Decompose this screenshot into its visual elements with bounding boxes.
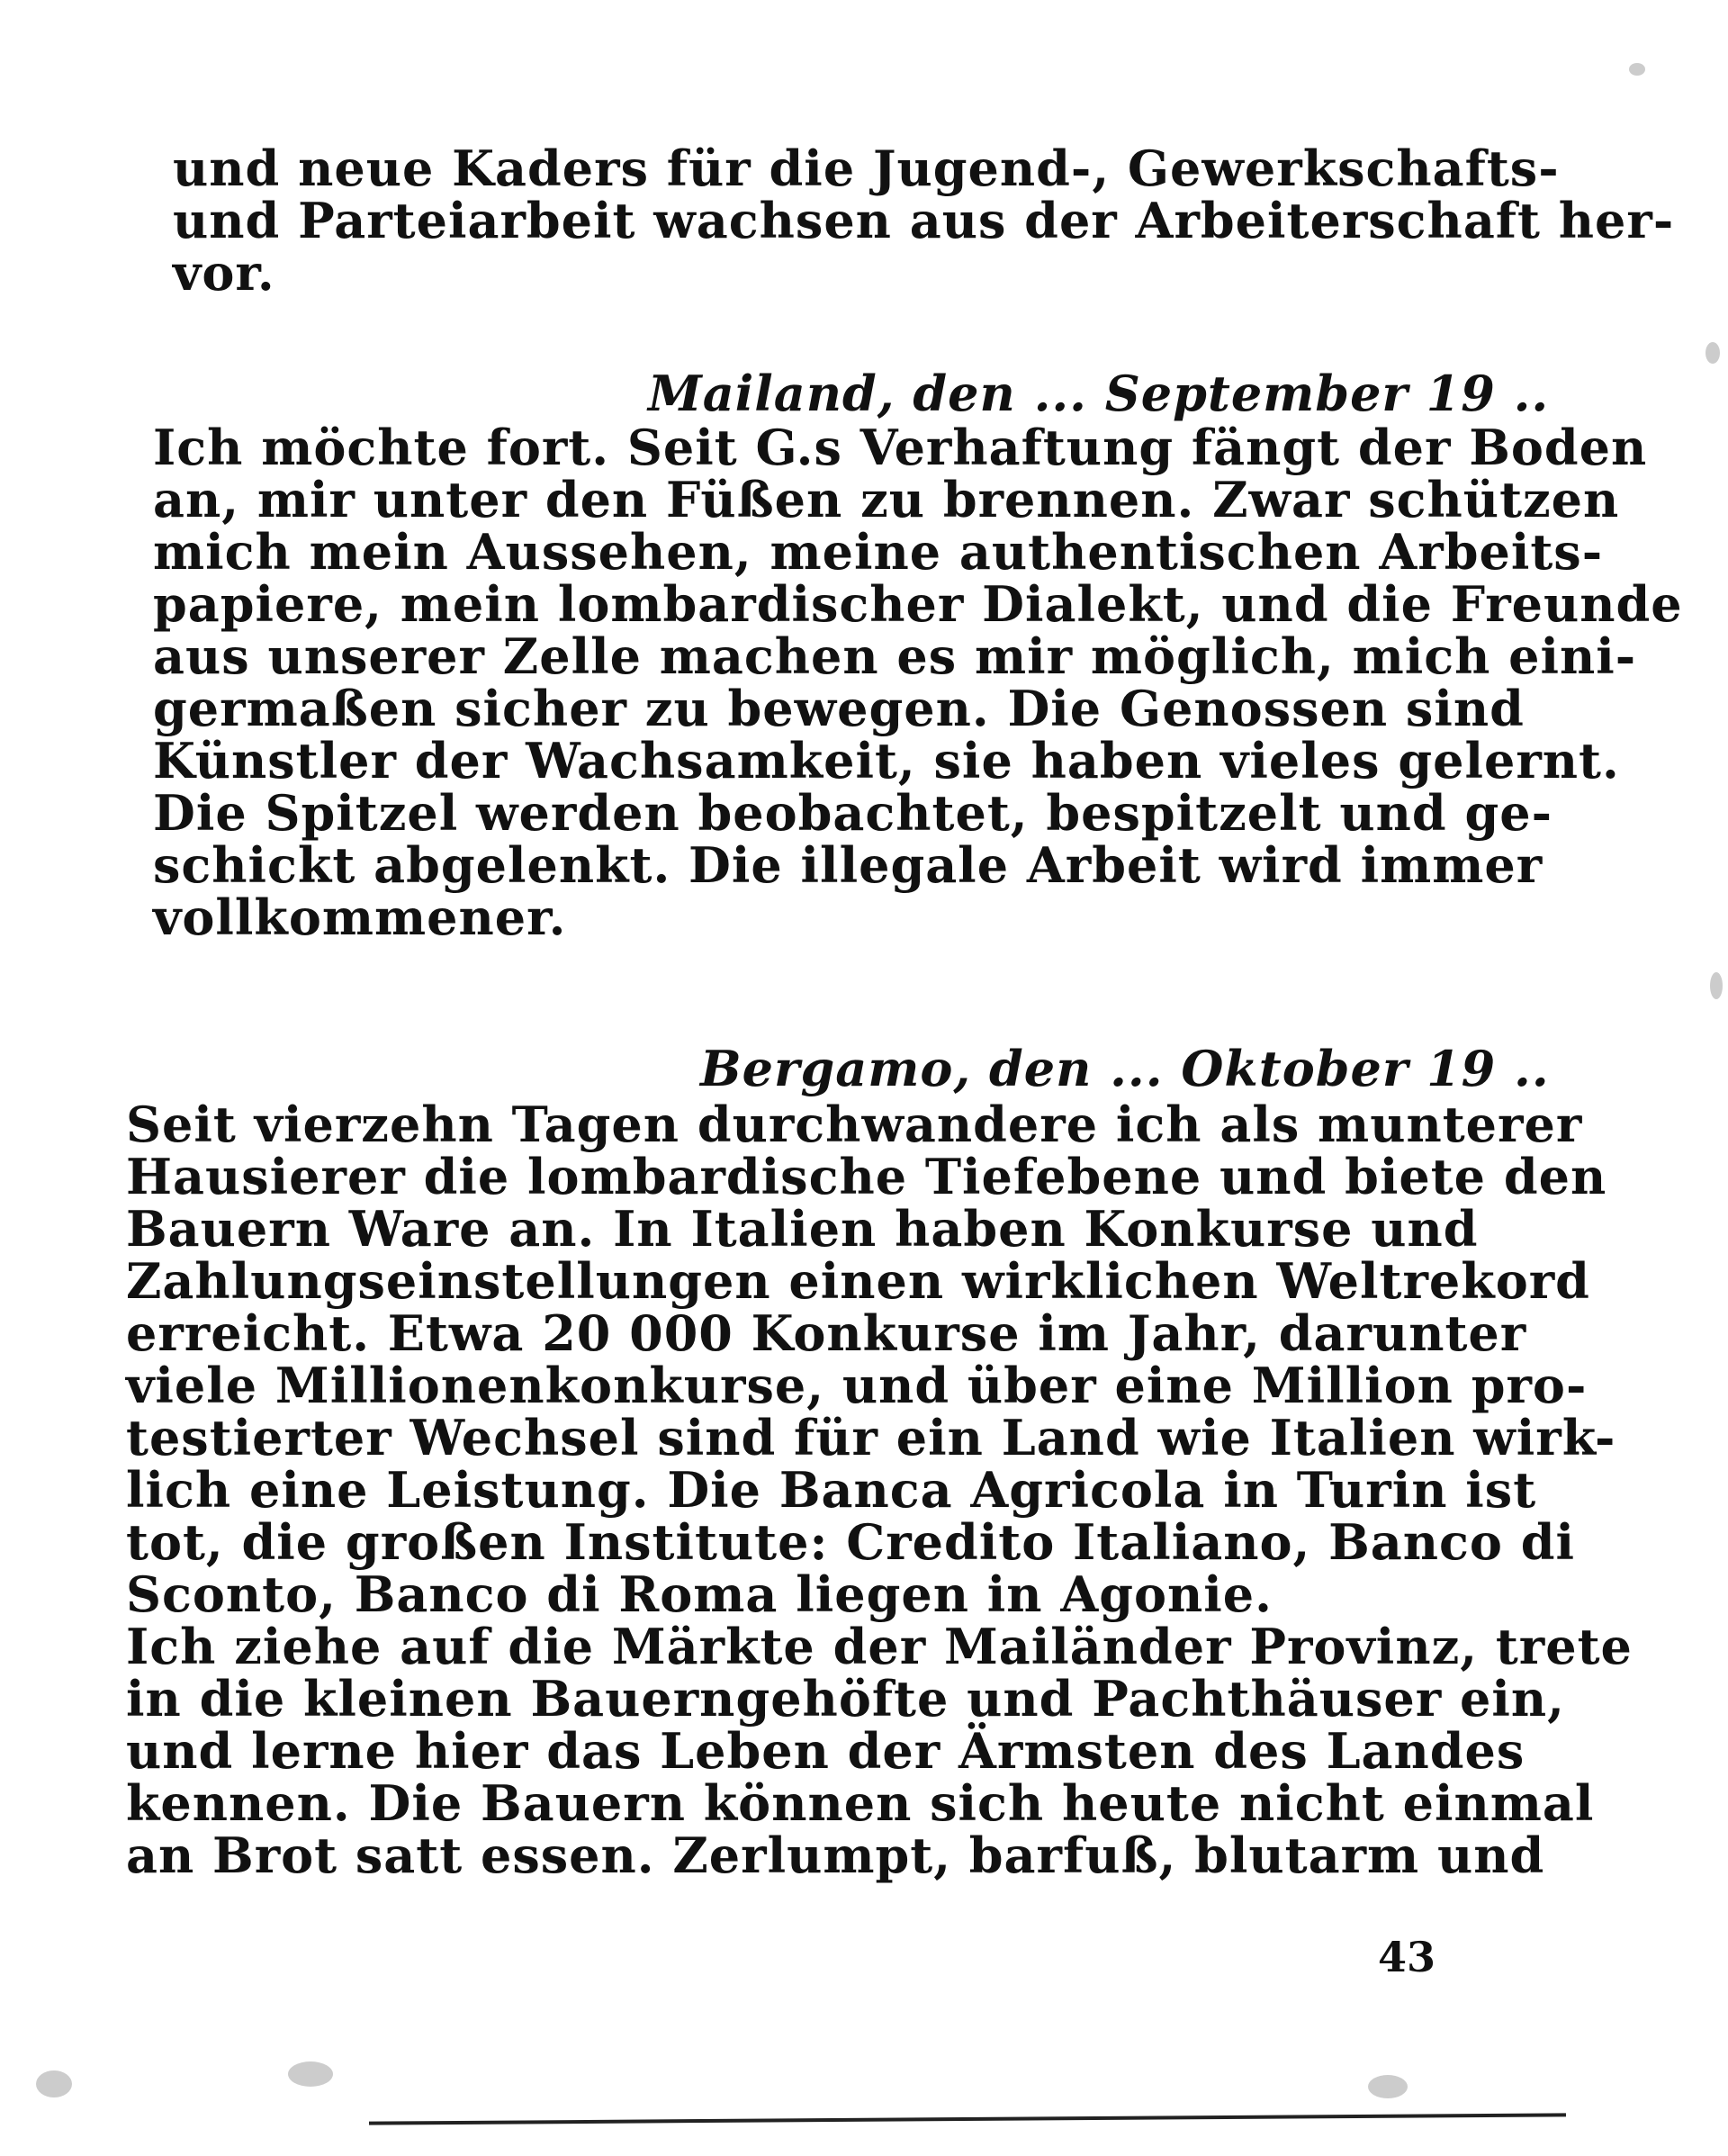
text-line: Ich möchte fort. Seit G.s Verhaftung fängt der Boden: [153, 419, 1648, 476]
text-line: vollkommener.: [153, 889, 567, 946]
intro-paragraph: [173, 140, 1675, 302]
text-line: und lerne hier das Leben der Ärmsten des Landes: [126, 1722, 1526, 1780]
text-line: lich eine Leistung. Die Banca Agricola in Turin ist: [126, 1461, 1537, 1519]
text-line: kennen. Die Bauern können sich heute nicht einmal: [126, 1774, 1595, 1832]
text-line: Künstler der Wachsamkeit, sie haben vieles gelernt.: [153, 732, 1620, 789]
text-line: schickt abgelenkt. Die illegale Arbeit wird immer: [153, 836, 1544, 894]
text-line: Sconto, Banco di Roma liegen in Agonie.: [126, 1565, 1273, 1623]
text-line: Die Spitzel werden beobachtet, bespitzelt und ge-: [153, 784, 1552, 842]
text-line: viele Millionenkonkurse, und über eine Million pro-: [126, 1357, 1588, 1414]
text-line: Seit vierzehn Tagen durchwandere ich als munterer: [126, 1096, 1583, 1153]
scan-speck: [1706, 342, 1720, 364]
text-line: an Brot satt essen. Zerlumpt, barfuß, blutarm und: [126, 1827, 1545, 1884]
dateline-bergamo: Bergamo, den ... Oktober 19 ..: [700, 1040, 1550, 1097]
text-line: an, mir unter den Füßen zu brennen. Zwar schützen: [153, 471, 1620, 528]
page-number: 43: [1377, 1933, 1436, 1981]
scan-speck: [36, 2070, 72, 2097]
text-line: papiere, mein lombardischer Dialekt, und die Freunde: [153, 575, 1683, 633]
text-line: mich mein Aussehen, meine authentischen Arbeits-: [153, 523, 1604, 581]
text-line: Bauern Ware an. In Italien haben Konkurse und: [126, 1200, 1479, 1258]
text-line: Ich ziehe auf die Märkte der Mailänder Provinz, trete: [126, 1618, 1633, 1675]
entry-bergamo-paragraph: [126, 1096, 1633, 1884]
text-line: und Parteiarbeit wachsen aus der Arbeiterschaft her-: [173, 192, 1675, 249]
text-line: Zahlungseinstellungen einen wirklichen Weltrekord: [126, 1252, 1590, 1310]
text-line: germaßen sicher zu bewegen. Die Genossen sind: [153, 680, 1525, 737]
scan-speck: [1629, 63, 1645, 76]
text-line: testierter Wechsel sind für ein Land wie Italien wirk-: [126, 1409, 1616, 1466]
text-line: Hausierer die lombardische Tiefebene und biete den: [126, 1148, 1607, 1205]
scan-speck: [1710, 972, 1723, 999]
scan-edge-line: [369, 2113, 1566, 2124]
entry-mailand-paragraph: [153, 419, 1683, 946]
text-line: erreicht. Etwa 20 000 Konkurse im Jahr, darunter: [126, 1304, 1527, 1362]
scan-speck: [1368, 2075, 1408, 2098]
text-line: aus unserer Zelle machen es mir möglich, mich eini-: [153, 627, 1637, 685]
text-line: tot, die großen Institute: Credito Italiano, Banco di: [126, 1513, 1575, 1571]
text-line: und neue Kaders für die Jugend-, Gewerkschafts-: [173, 140, 1560, 197]
dateline-mailand: Mailand, den ... September 19 ..: [648, 365, 1550, 422]
text-line: vor.: [173, 244, 275, 302]
text-line: in die kleinen Bauerngehöfte und Pachthäuser ein,: [126, 1670, 1565, 1728]
scan-speck: [288, 2061, 333, 2087]
